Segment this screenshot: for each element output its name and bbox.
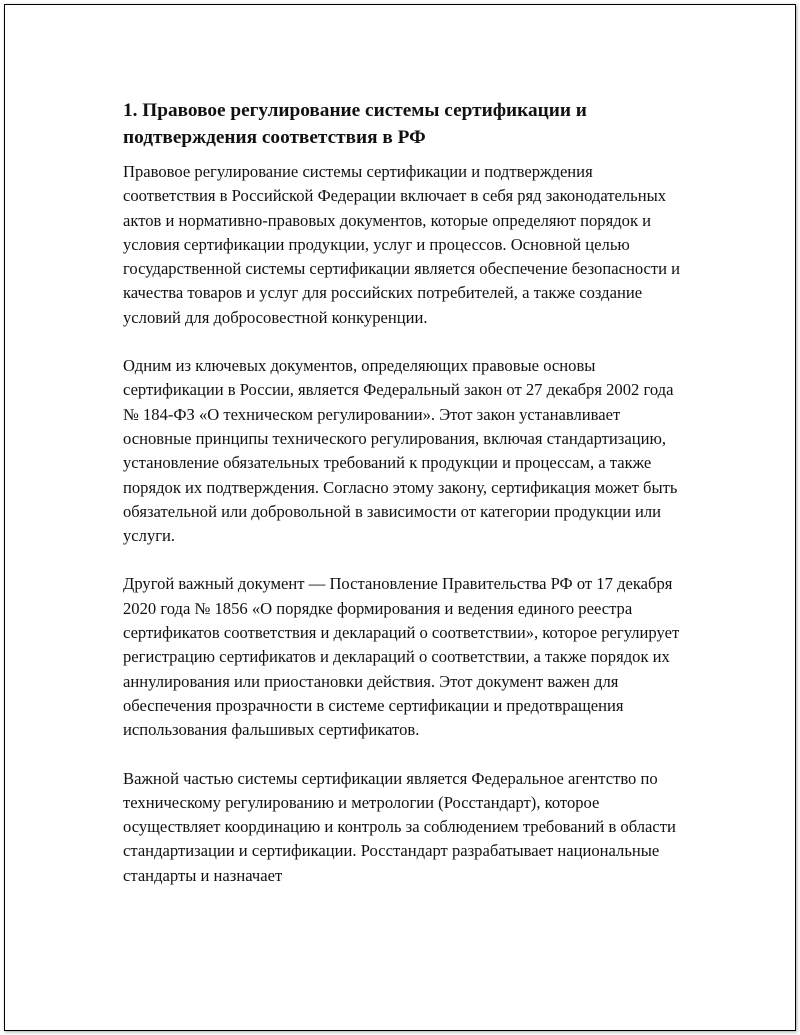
paragraph-3: Другой важный документ — Постановление Правительства РФ от 17 декабря 2020 года № 1856 «О порядке формирования и ведения единого реестра сертификатов соответствия и деклараций о соответствии», которое регулирует регистрацию сертификатов и деклараций о соответствии, а также порядок их аннулирования или приостановки действия. Этот документ важен для обеспечения прозрачности в системе сертификации и предотвращения использования фальшивых сертификатов.: [123, 574, 680, 740]
paragraph-4: Важной частью системы сертификации является Федеральное агентство по техническому регулированию и метрологии (Росстандарт), которое осуществляет координацию и контроль за соблюдением требований в области стандартизации и сертификации. Росстандарт разрабатывает национальные стандарты и назначает: [123, 768, 676, 885]
paragraph-2: Одним из ключевых документов, определяющих правовые основы сертификации в России, является Федеральный закон от 27 декабря 2002 года № 184-ФЗ «О техническом регулировании». Этот закон устанавливает основные принципы технического регулирования, включая стандартизацию, установление обязательных требований к продукции и процессам, а также порядок их подтверждения. Согласно этому закону, сертификация может быть обязательной или добровольной в зависимости от категории продукции или услуги.: [123, 356, 678, 546]
section-heading: 1. Правовое регулирование системы сертификации и подтверждения соответствия в РФ: [123, 100, 587, 148]
document-page: [4, 4, 796, 1031]
paragraph-1: Правовое регулирование системы сертификации и подтверждения соответствия в Российской Федерации включает в себя ряд законодательных актов и нормативно-правовых документов, которые определяют порядок и условия сертификации продукции, услуг и процессов. Основной целью государственной системы сертификации является обеспечение безопасности и качества товаров и услуг для российских потребителей, а также создание условий для добросовестной конкуренции.: [123, 162, 681, 327]
document-body: [123, 97, 683, 888]
